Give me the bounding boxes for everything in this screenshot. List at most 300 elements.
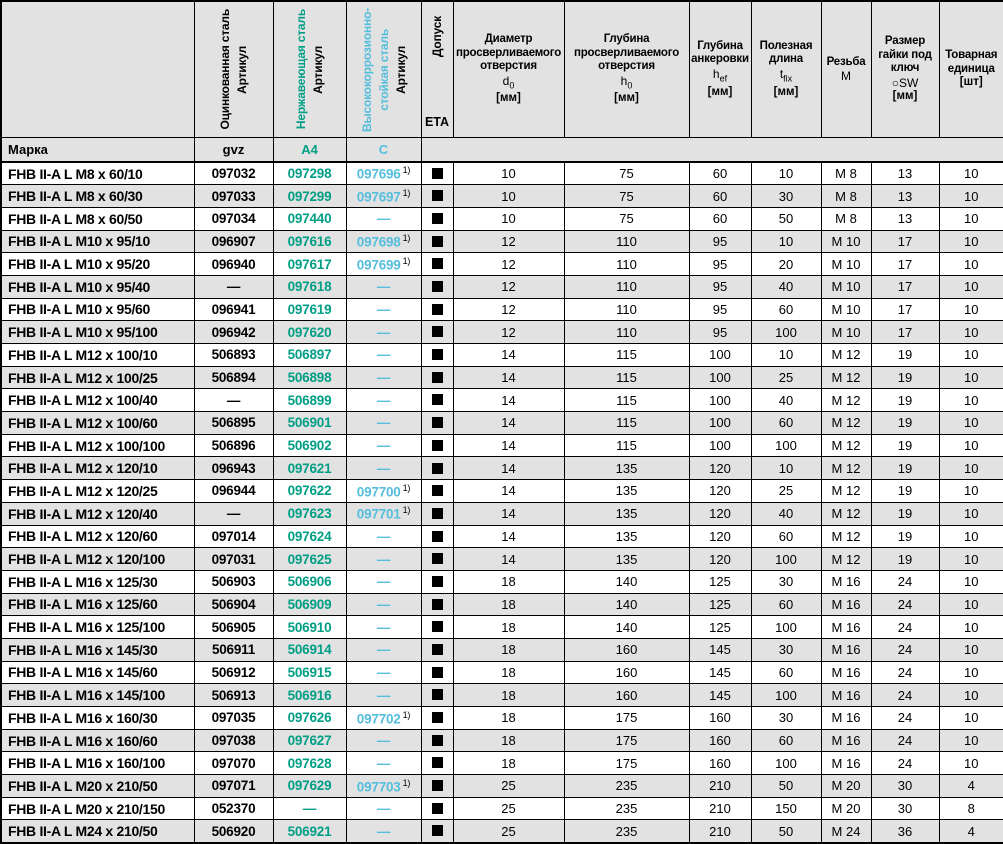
gvz-article-cell: 506920: [194, 820, 273, 843]
a4-article-cell: 506897: [273, 344, 346, 367]
footnote-marker: 1): [402, 505, 411, 516]
eta-approval-square: [432, 372, 443, 383]
col-header-anchorage-depth: [689, 1, 751, 138]
header-line: Глубина: [697, 39, 743, 52]
hef-cell: 100: [689, 366, 751, 389]
c-article-cell: —: [346, 661, 421, 684]
tfix-cell: 10: [751, 457, 821, 480]
h0-cell: 115: [564, 434, 689, 457]
eta-approval-square: [432, 735, 443, 746]
eta-cell: [421, 661, 453, 684]
header-line: Резьба: [826, 55, 866, 68]
eta-approval-square: [432, 644, 443, 655]
c-article-cell: —: [346, 616, 421, 639]
article-label: Артикул: [235, 45, 249, 94]
eta-cell: [421, 185, 453, 208]
mark-cell: FHB II-A L M16 x 125/60: [1, 593, 194, 616]
eta-approval-square: [432, 258, 443, 269]
mark-cell: FHB II-A L M10 x 95/60: [1, 298, 194, 321]
tfix-cell: 10: [751, 344, 821, 367]
col-header-drill-diameter: [453, 1, 564, 138]
d0-cell: 18: [453, 752, 564, 775]
eta-cell: [421, 344, 453, 367]
table-row: [1, 207, 1003, 230]
tfix-cell: 10: [751, 162, 821, 185]
c-article-cell: —: [346, 797, 421, 820]
c-article-cell: —: [346, 593, 421, 616]
table-row: [1, 162, 1003, 185]
qty-cell: 10: [939, 185, 1003, 208]
mark-cell: FHB II-A L M20 x 210/50: [1, 775, 194, 798]
eta-cell: [421, 525, 453, 548]
thread-cell: M 12: [821, 480, 871, 503]
thread-cell: M 16: [821, 661, 871, 684]
qty-cell: 10: [939, 366, 1003, 389]
hef-cell: 145: [689, 661, 751, 684]
gvz-article-cell: 506904: [194, 593, 273, 616]
eta-cell: [421, 434, 453, 457]
table-row: [1, 752, 1003, 775]
footnote-marker: 1): [402, 187, 411, 198]
eta-approval-square: [432, 599, 443, 610]
thread-cell: M 10: [821, 230, 871, 253]
gvz-article-cell: —: [194, 275, 273, 298]
sw-cell: 24: [871, 752, 939, 775]
hef-cell: 100: [689, 344, 751, 367]
gvz-article-cell: —: [194, 502, 273, 525]
eta-cell: [421, 366, 453, 389]
eta-cell: [421, 230, 453, 253]
gvz-article-cell: 096941: [194, 298, 273, 321]
d0-cell: 25: [453, 820, 564, 843]
tfix-cell: 60: [751, 525, 821, 548]
article-label: Артикул: [311, 45, 325, 94]
thread-cell: M 8: [821, 162, 871, 185]
tfix-cell: 60: [751, 412, 821, 435]
eta-approval-square: [432, 689, 443, 700]
footnote-marker: 1): [402, 255, 411, 266]
a4-article-cell: 506901: [273, 412, 346, 435]
hef-cell: 120: [689, 525, 751, 548]
c-article-cell: 097700 $^{1)}$: [346, 480, 421, 503]
gvz-article-cell: 506912: [194, 661, 273, 684]
tfix-cell: 20: [751, 253, 821, 276]
qty-cell: 10: [939, 661, 1003, 684]
eta-approval-square: [432, 304, 443, 315]
h0-cell: 235: [564, 797, 689, 820]
hef-cell: 95: [689, 275, 751, 298]
thread-cell: M 8: [821, 207, 871, 230]
d0-cell: 14: [453, 480, 564, 503]
gvz-article-cell: —: [194, 389, 273, 412]
gvz-article-cell: 506905: [194, 616, 273, 639]
eta-cell: [421, 616, 453, 639]
hef-cell: 120: [689, 548, 751, 571]
gvz-article-cell: 096940: [194, 253, 273, 276]
gvz-article-cell: 506895: [194, 412, 273, 435]
a4-article-cell: 097299: [273, 185, 346, 208]
c-article-cell: —: [346, 684, 421, 707]
h0-cell: 160: [564, 684, 689, 707]
d0-cell: 18: [453, 661, 564, 684]
h0-cell: 140: [564, 593, 689, 616]
qty-cell: 10: [939, 480, 1003, 503]
eta-cell: [421, 162, 453, 185]
tfix-cell: 30: [751, 707, 821, 730]
sw-cell: 17: [871, 253, 939, 276]
c-article-cell: —: [346, 321, 421, 344]
tfix-cell: 40: [751, 389, 821, 412]
thread-cell: M 16: [821, 752, 871, 775]
table-row: [1, 570, 1003, 593]
gvz-article-cell: 097070: [194, 752, 273, 775]
sw-cell: 24: [871, 616, 939, 639]
h0-cell: 235: [564, 775, 689, 798]
h0-cell: 110: [564, 230, 689, 253]
col-header-sales-unit: [939, 1, 1003, 138]
sw-cell: 24: [871, 593, 939, 616]
table-row: [1, 797, 1003, 820]
h0-cell: 175: [564, 707, 689, 730]
a4-article-cell: 097629: [273, 775, 346, 798]
eta-approval-square: [432, 213, 443, 224]
table-row: [1, 593, 1003, 616]
table-row: [1, 707, 1003, 730]
mark-cell: FHB II-A L M10 x 95/10: [1, 230, 194, 253]
col-header-thread: [821, 1, 871, 138]
table-row: [1, 185, 1003, 208]
c-article-cell: —: [346, 207, 421, 230]
qty-cell: 10: [939, 321, 1003, 344]
mark-cell: FHB II-A L M12 x 120/60: [1, 525, 194, 548]
h0-cell: 75: [564, 185, 689, 208]
gvz-article-cell: 506894: [194, 366, 273, 389]
qty-cell: 10: [939, 752, 1003, 775]
d0-cell: 18: [453, 729, 564, 752]
mark-cell: FHB II-A L M16 x 160/100: [1, 752, 194, 775]
tfix-cell: 150: [751, 797, 821, 820]
eta-approval-square: [432, 531, 443, 542]
hef-cell: 125: [689, 570, 751, 593]
hef-cell: 160: [689, 752, 751, 775]
mark-cell: FHB II-A L M12 x 120/40: [1, 502, 194, 525]
thread-cell: M 10: [821, 275, 871, 298]
c-article-cell: —: [346, 434, 421, 457]
c-article-cell: —: [346, 389, 421, 412]
tfix-cell: 30: [751, 638, 821, 661]
h0-cell: 110: [564, 253, 689, 276]
d0-cell: 18: [453, 684, 564, 707]
hef-cell: 145: [689, 684, 751, 707]
a4-article-cell: 097622: [273, 480, 346, 503]
header-line: Глубина: [603, 33, 650, 46]
symbol-tfix: $t_{fix}$: [779, 66, 793, 84]
unit-label: [мм]: [892, 90, 918, 103]
tfix-cell: 100: [751, 548, 821, 571]
tfix-cell: 30: [751, 570, 821, 593]
gvz-code-label: gvz: [194, 138, 273, 163]
c-article-cell: —: [346, 298, 421, 321]
d0-cell: 18: [453, 638, 564, 661]
eta-approval-square: [432, 576, 443, 587]
table-row: [1, 638, 1003, 661]
d0-cell: 12: [453, 253, 564, 276]
d0-cell: 18: [453, 593, 564, 616]
mark-cell: FHB II-A L M12 x 100/40: [1, 389, 194, 412]
qty-cell: 10: [939, 344, 1003, 367]
stainless-steel-label: Нержавеющая сталь: [294, 9, 308, 130]
table-row: [1, 321, 1003, 344]
gvz-article-cell: 096907: [194, 230, 273, 253]
d0-cell: 14: [453, 412, 564, 435]
gvz-article-cell: 096942: [194, 321, 273, 344]
mark-cell: FHB II-A L M12 x 120/25: [1, 480, 194, 503]
d0-cell: 25: [453, 775, 564, 798]
qty-cell: 10: [939, 457, 1003, 480]
c-article-cell: —: [346, 570, 421, 593]
gvz-article-cell: 506913: [194, 684, 273, 707]
a4-article-cell: —: [273, 797, 346, 820]
eta-cell: [421, 820, 453, 843]
footnote-marker: 1): [402, 482, 411, 493]
d0-cell: 12: [453, 298, 564, 321]
h0-cell: 160: [564, 661, 689, 684]
eta-approval-square: [432, 463, 443, 474]
h0-cell: 115: [564, 344, 689, 367]
d0-cell: 25: [453, 797, 564, 820]
gvz-article-cell: 506903: [194, 570, 273, 593]
thread-cell: M 12: [821, 502, 871, 525]
unit-label: [мм]: [496, 92, 521, 105]
qty-cell: 10: [939, 502, 1003, 525]
table-row: [1, 502, 1003, 525]
hef-cell: 120: [689, 457, 751, 480]
c-article-cell: —: [346, 344, 421, 367]
eta-cell: [421, 457, 453, 480]
eta-cell: [421, 275, 453, 298]
eta-approval-square: [432, 440, 443, 451]
hef-cell: 60: [689, 185, 751, 208]
eta-cell: [421, 729, 453, 752]
mark-cell: FHB II-A L M20 x 210/150: [1, 797, 194, 820]
mark-cell: FHB II-A L M8 x 60/10: [1, 162, 194, 185]
c-article-cell: 097702 $^{1)}$: [346, 707, 421, 730]
mark-cell: FHB II-A L M10 x 95/40: [1, 275, 194, 298]
sw-cell: 36: [871, 820, 939, 843]
h0-cell: 75: [564, 162, 689, 185]
a4-article-cell: 097624: [273, 525, 346, 548]
mark-cell: FHB II-A L M10 x 95/100: [1, 321, 194, 344]
h0-cell: 115: [564, 366, 689, 389]
eta-cell: [421, 480, 453, 503]
mark-cell: FHB II-A L M16 x 125/100: [1, 616, 194, 639]
approval-label: Допуск: [430, 16, 444, 58]
footnote-marker: 1): [402, 709, 411, 720]
mark-cell: FHB II-A L M16 x 145/30: [1, 638, 194, 661]
sw-cell: 13: [871, 207, 939, 230]
table-row: [1, 525, 1003, 548]
eta-approval-square: [432, 712, 443, 723]
header-line: анкеровки: [691, 53, 749, 66]
c-article-cell: 097696 $^{1)}$: [346, 162, 421, 185]
tfix-cell: 30: [751, 185, 821, 208]
hef-cell: 95: [689, 321, 751, 344]
gvz-article-cell: 096944: [194, 480, 273, 503]
tfix-cell: 100: [751, 616, 821, 639]
a4-article-cell: 097617: [273, 253, 346, 276]
qty-cell: 10: [939, 434, 1003, 457]
d0-cell: 14: [453, 366, 564, 389]
a4-article-cell: 097621: [273, 457, 346, 480]
qty-cell: 10: [939, 230, 1003, 253]
table-row: [1, 548, 1003, 571]
sw-cell: 24: [871, 729, 939, 752]
eta-cell: [421, 548, 453, 571]
hef-cell: 125: [689, 593, 751, 616]
galvanized-steel-label: Оцинкованная сталь: [218, 9, 232, 130]
sw-cell: 19: [871, 434, 939, 457]
thread-cell: M 16: [821, 684, 871, 707]
eta-cell: [421, 593, 453, 616]
tfix-cell: 60: [751, 593, 821, 616]
qty-cell: 4: [939, 820, 1003, 843]
unit-label: [мм]: [707, 85, 733, 98]
unit-label: [мм]: [614, 92, 639, 105]
table-row: [1, 684, 1003, 707]
sw-cell: 17: [871, 298, 939, 321]
qty-cell: 10: [939, 207, 1003, 230]
c-article-cell: 097703 $^{1)}$: [346, 775, 421, 798]
hef-cell: 100: [689, 434, 751, 457]
gvz-article-cell: 097071: [194, 775, 273, 798]
thread-cell: M 12: [821, 412, 871, 435]
d0-cell: 10: [453, 162, 564, 185]
tfix-cell: 40: [751, 275, 821, 298]
symbol-d0: $d_0$: [502, 73, 515, 90]
gvz-article-cell: 506911: [194, 638, 273, 661]
hef-cell: 95: [689, 298, 751, 321]
col-header-drill-depth: [564, 1, 689, 138]
unit-label: [шт]: [959, 76, 983, 89]
a4-article-cell: 097628: [273, 752, 346, 775]
qty-cell: 10: [939, 412, 1003, 435]
qty-cell: 10: [939, 707, 1003, 730]
hef-cell: 60: [689, 162, 751, 185]
hef-cell: 210: [689, 797, 751, 820]
c-article-cell: —: [346, 820, 421, 843]
gvz-article-cell: 052370: [194, 797, 273, 820]
qty-cell: 10: [939, 638, 1003, 661]
mark-cell: FHB II-A L M12 x 100/60: [1, 412, 194, 435]
eta-cell: [421, 207, 453, 230]
c-article-cell: —: [346, 752, 421, 775]
a4-article-cell: 097619: [273, 298, 346, 321]
table-row: [1, 253, 1003, 276]
h0-cell: 135: [564, 525, 689, 548]
d0-cell: 12: [453, 321, 564, 344]
mark-cell: FHB II-A L M16 x 145/60: [1, 661, 194, 684]
d0-cell: 18: [453, 570, 564, 593]
hef-cell: 210: [689, 775, 751, 798]
header-line: просверливаемого: [455, 46, 562, 59]
eta-approval-square: [432, 349, 443, 360]
unit-label: [мм]: [773, 85, 799, 98]
table-row: [1, 729, 1003, 752]
d0-cell: 12: [453, 275, 564, 298]
h0-cell: 75: [564, 207, 689, 230]
qty-cell: 10: [939, 298, 1003, 321]
c-article-cell: —: [346, 366, 421, 389]
sw-cell: 24: [871, 707, 939, 730]
thread-cell: M 20: [821, 775, 871, 798]
col-header-galvanized-steel: [194, 1, 273, 138]
d0-cell: 12: [453, 230, 564, 253]
table-row: [1, 616, 1003, 639]
h0-cell: 235: [564, 820, 689, 843]
eta-approval-square: [432, 417, 443, 428]
eta-cell: [421, 502, 453, 525]
mark-cell: FHB II-A L M8 x 60/30: [1, 185, 194, 208]
corner-cell: [1, 1, 194, 138]
header-line: просверливаемого: [573, 46, 680, 59]
eta-cell: [421, 570, 453, 593]
eta-cell: [421, 775, 453, 798]
sw-cell: 24: [871, 684, 939, 707]
mark-cell: FHB II-A L M16 x 160/60: [1, 729, 194, 752]
thread-cell: M 12: [821, 457, 871, 480]
eta-cell: [421, 638, 453, 661]
thread-cell: M 12: [821, 548, 871, 571]
d0-cell: 10: [453, 185, 564, 208]
c-article-cell: 097699 $^{1)}$: [346, 253, 421, 276]
qty-cell: 10: [939, 525, 1003, 548]
mark-cell: FHB II-A L M16 x 125/30: [1, 570, 194, 593]
gvz-article-cell: 097031: [194, 548, 273, 571]
table-row: [1, 389, 1003, 412]
a4-article-cell: 097440: [273, 207, 346, 230]
table-row: [1, 480, 1003, 503]
table-row: [1, 275, 1003, 298]
sw-cell: 19: [871, 389, 939, 412]
qty-cell: 10: [939, 593, 1003, 616]
gvz-article-cell: 097038: [194, 729, 273, 752]
a4-article-cell: 506898: [273, 366, 346, 389]
sw-cell: 17: [871, 321, 939, 344]
a4-article-cell: 097623: [273, 502, 346, 525]
qty-cell: 10: [939, 548, 1003, 571]
tfix-cell: 50: [751, 207, 821, 230]
tfix-cell: 40: [751, 502, 821, 525]
thread-cell: M 16: [821, 638, 871, 661]
sw-cell: 13: [871, 162, 939, 185]
a4-article-cell: 506914: [273, 638, 346, 661]
mark-cell: FHB II-A L M24 x 210/50: [1, 820, 194, 843]
thread-cell: M 8: [821, 185, 871, 208]
mark-column-label: Марка: [1, 138, 194, 163]
h0-cell: 110: [564, 275, 689, 298]
a4-article-cell: 097620: [273, 321, 346, 344]
hef-cell: 125: [689, 616, 751, 639]
table-row: [1, 412, 1003, 435]
gvz-article-cell: 097032: [194, 162, 273, 185]
d0-cell: 10: [453, 207, 564, 230]
sw-cell: 17: [871, 230, 939, 253]
eta-approval-square: [432, 326, 443, 337]
eta-cell: [421, 321, 453, 344]
a4-article-cell: 097618: [273, 275, 346, 298]
mark-cell: FHB II-A L M16 x 145/100: [1, 684, 194, 707]
thread-cell: M 12: [821, 344, 871, 367]
